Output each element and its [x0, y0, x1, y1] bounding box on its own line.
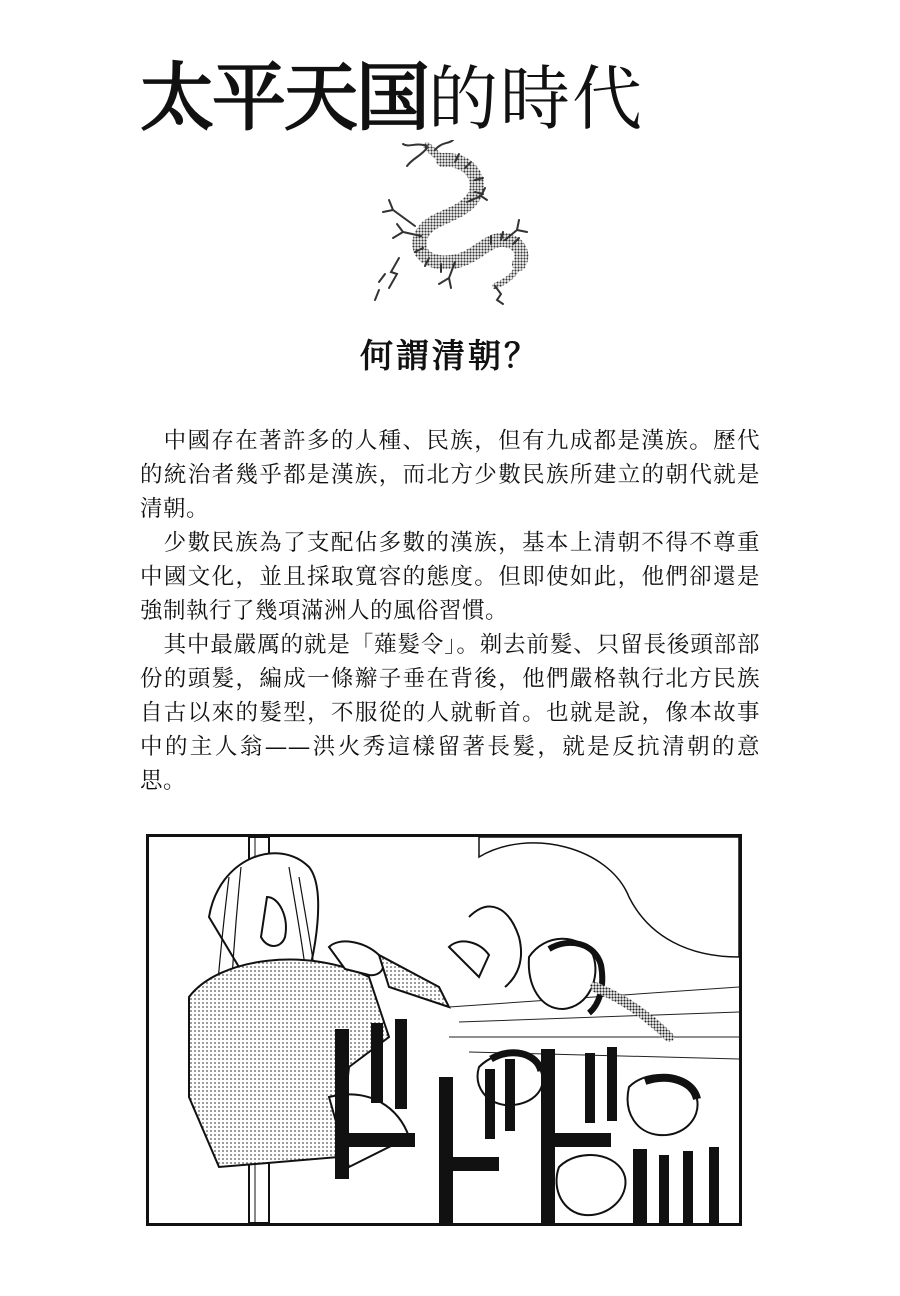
section-title: 何謂清朝？: [360, 336, 540, 375]
page-title: [140, 55, 740, 141]
paragraph: 中國存在著許多的人種、民族，但有九成都是漢族。歷代的統治者幾乎都是漢族，而北方少數民族所建立的朝代就是清朝。: [140, 428, 760, 522]
manga-scene-icon: [149, 837, 739, 1223]
title-bold-part: 太平天国: [140, 55, 428, 141]
paragraph: 少數民族為了支配佔多數的漢族，基本上清朝不得不尊重中國文化，並且採取寬容的態度。但即使如此，他們卻還是強制執行了幾項滿洲人的風俗習慣。: [140, 530, 760, 624]
manga-panel: [146, 834, 742, 1226]
dragon-icon: [355, 140, 545, 305]
title-light-part: 的時代: [428, 58, 644, 140]
paragraph: 其中最嚴厲的就是「薙髮令」。剃去前髮、只留長後頭部部份的頭髮，編成一條辮子垂在背後，他們嚴格執行北方民族自古以來的髮型，不服從的人就斬首。也就是說，像本故事中的主人翁——洪火秀這樣留著長髮，就是反抗清朝的意思。: [140, 632, 760, 794]
body-text: [140, 424, 760, 798]
